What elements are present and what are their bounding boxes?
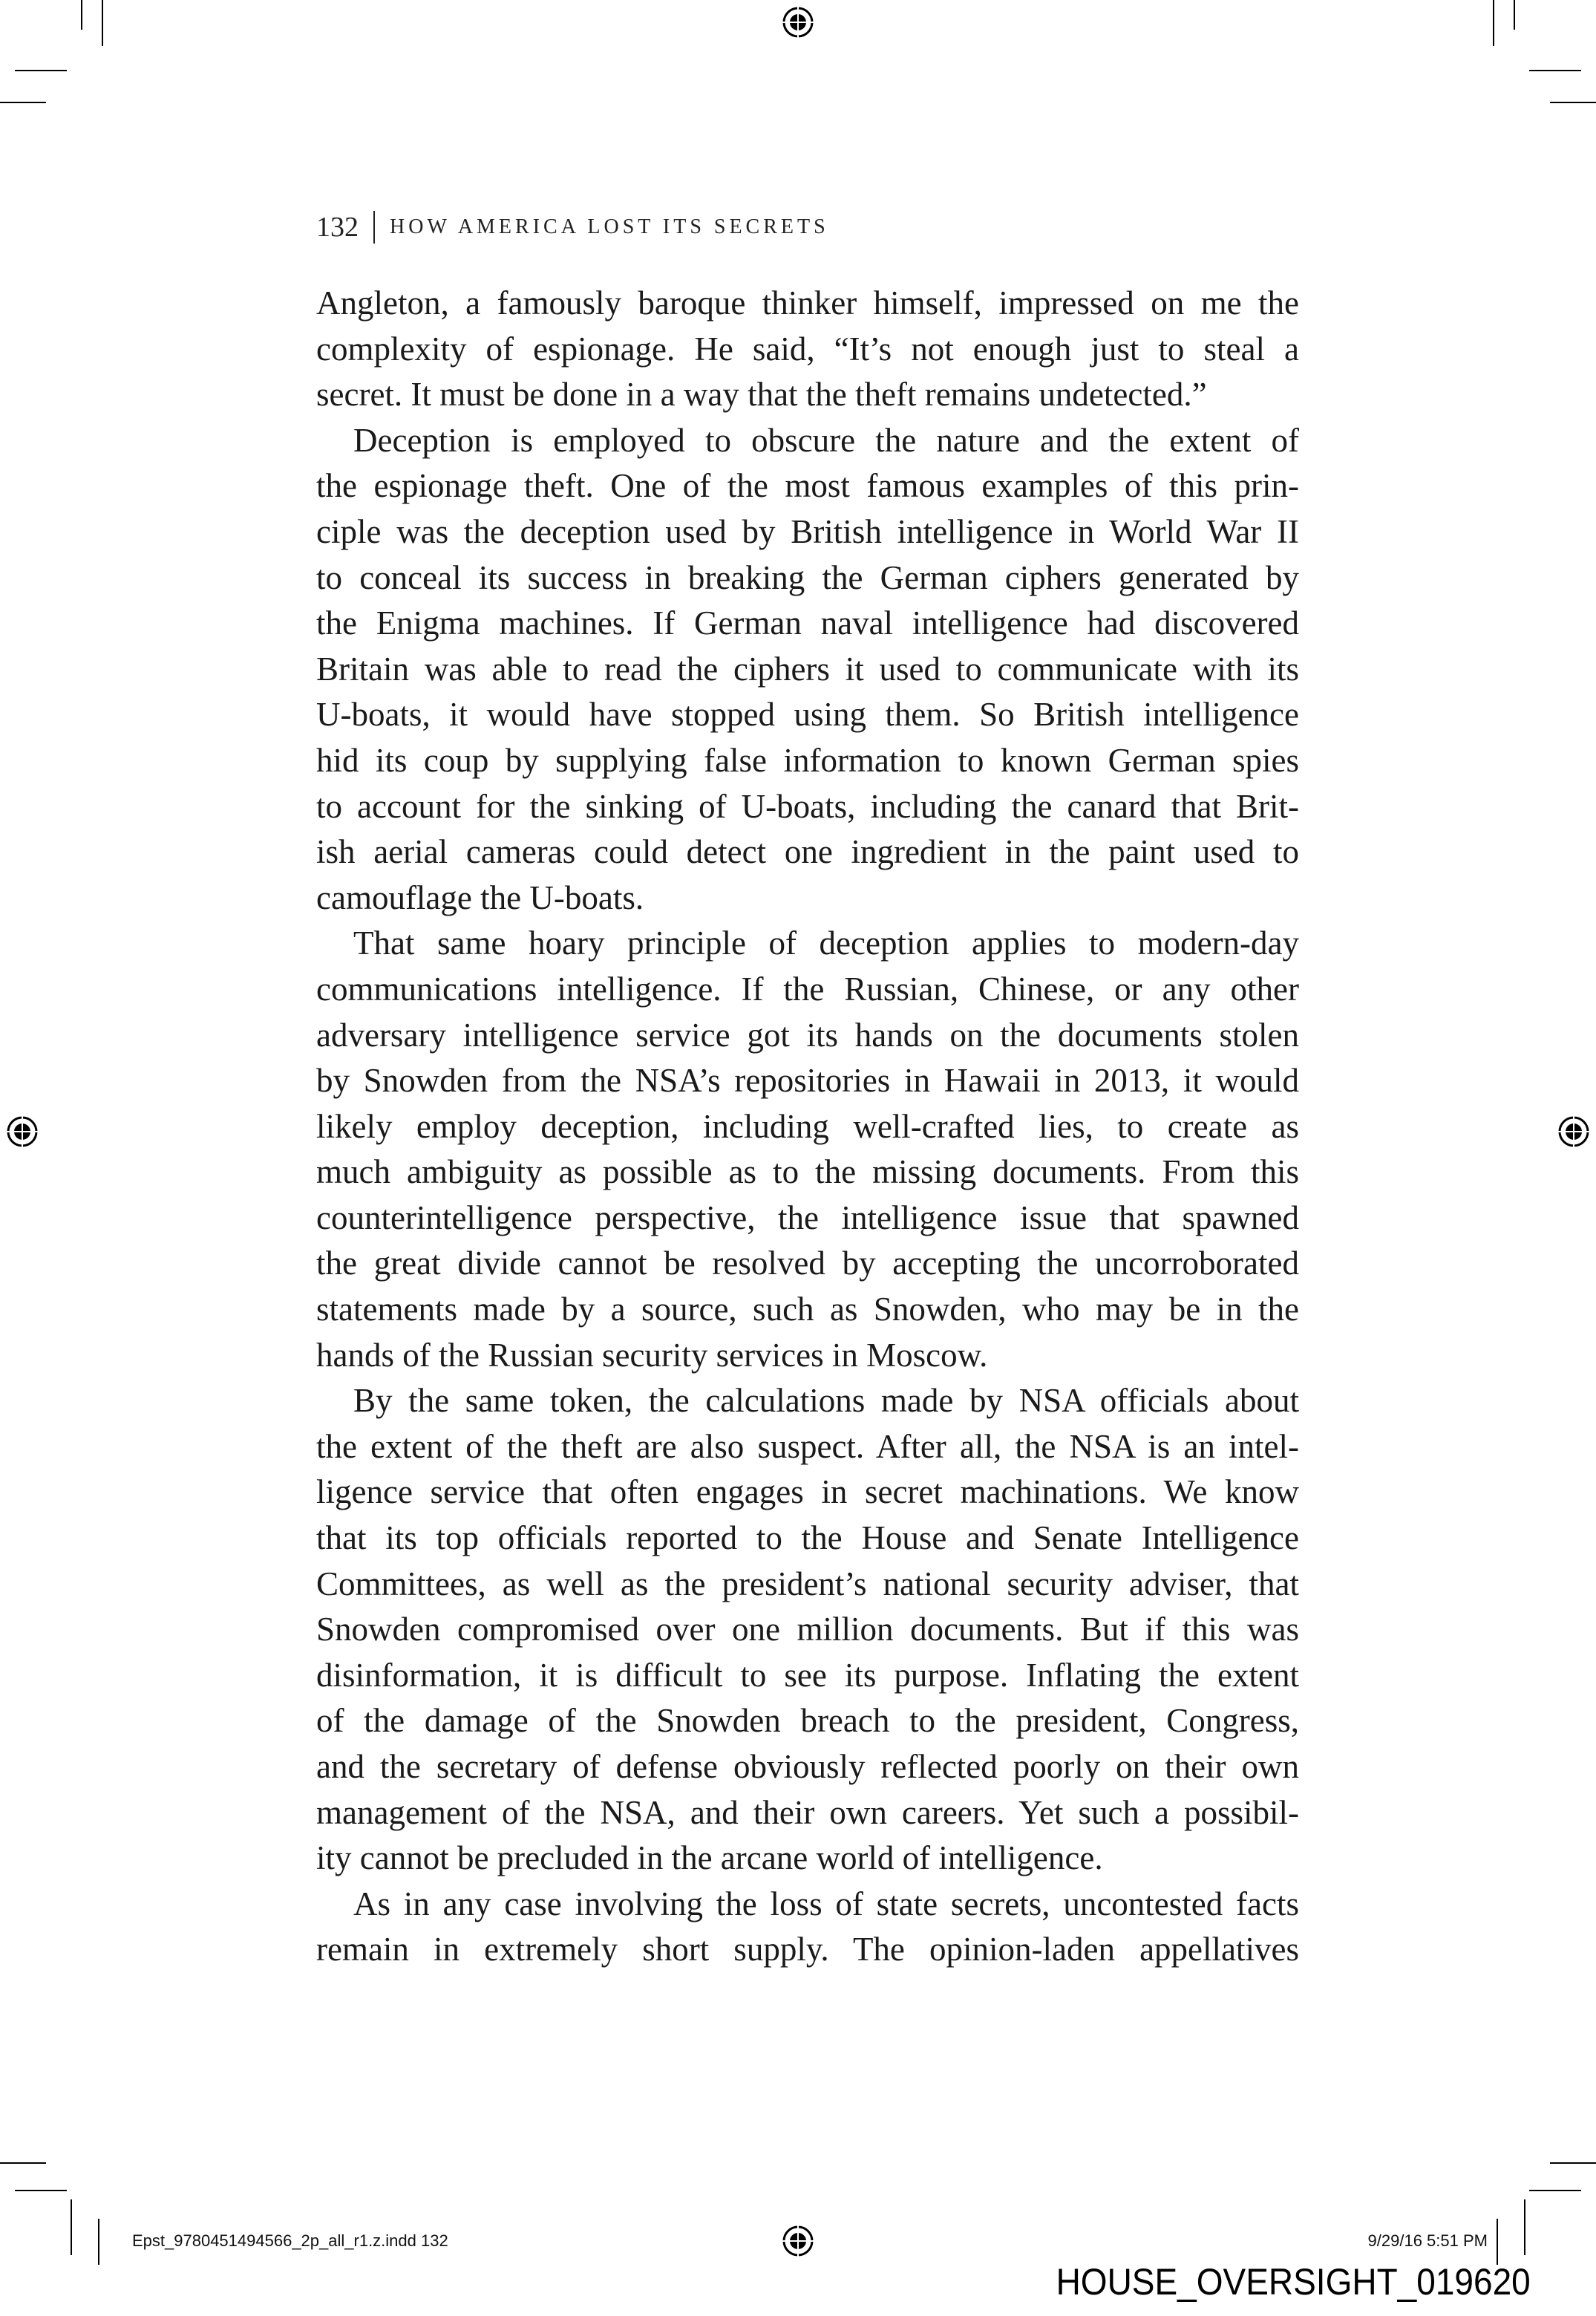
text-line: by Snowden from the NSA’s repositories in Hawaii in 2013, it would	[316, 1062, 1299, 1100]
text-line: of the damage of the Snowden breach to the president, Congress,	[316, 1702, 1299, 1740]
text-line: As in any case involving the loss of state secrets, uncontested facts	[353, 1885, 1299, 1922]
body-text	[316, 281, 1299, 1973]
text-line: likely employ deception, including well-crafted lies, to create as	[316, 1107, 1299, 1145]
slug-datetime: 9/29/16 5:51 PM	[1367, 2231, 1488, 2250]
registration-mark-icon	[5, 1115, 39, 1149]
text-line: and the secretary of defense obviously reflected poorly on their own	[316, 1748, 1299, 1785]
text-line: the espionage theft. One of the most famous examples of this prin-	[316, 467, 1299, 505]
running-header	[316, 211, 829, 244]
text-line: to account for the sinking of U-boats, including the canard that Brit-	[316, 787, 1299, 825]
text-line: much ambiguity as possible as to the missing documents. From this	[316, 1153, 1299, 1191]
text-line: management of the NSA, and their own careers. Yet such a possibil-	[316, 1793, 1299, 1831]
running-title: HOW AMERICA LOST ITS SECRETS	[390, 215, 829, 238]
slug-filename: Epst_9780451494566_2p_all_r1.z.indd 132	[132, 2231, 448, 2250]
text-line: that its top officials reported to the House and Senate Intelligence	[316, 1519, 1299, 1557]
text-line: remain in extremely short supply. The opinion-laden appellatives	[316, 1931, 1299, 1968]
page-number: 132	[316, 212, 359, 243]
registration-mark-icon	[781, 2224, 815, 2258]
bates-number: HOUSE_OVERSIGHT_019620	[1056, 2261, 1531, 2303]
text-line: the Enigma machines. If German naval intelligence had discovered	[316, 604, 1299, 642]
text-line: ish aerial cameras could detect one ingredient in the paint used to	[316, 833, 1299, 871]
text-line: hid its coup by supplying false information to known German spies	[316, 741, 1299, 779]
header-divider	[373, 211, 375, 244]
text-line: ligence service that often engages in secret machinations. We know	[316, 1473, 1299, 1511]
text-line: ciple was the deception used by British intelligence in World War II	[316, 512, 1299, 550]
text-line: communications intelligence. If the Russian, Chinese, or any other	[316, 970, 1299, 1008]
text-line: Committees, as well as the president’s national security adviser, that	[316, 1565, 1299, 1602]
text-line: hands of the Russian security services in Moscow.	[316, 1336, 988, 1374]
text-line: ity cannot be precluded in the arcane world of intelligence.	[316, 1839, 1103, 1877]
text-line: Angleton, a famously baroque thinker himself, impressed on me the	[316, 284, 1299, 322]
text-line: counterintelligence perspective, the intelligence issue that spawned	[316, 1198, 1299, 1236]
text-line: By the same token, the calculations made by NSA officials about	[353, 1382, 1299, 1420]
text-line: U-boats, it would have stopped using them. So British intelligence	[316, 696, 1299, 734]
text-line: adversary intelligence service got its hands on the documents stolen	[316, 1016, 1299, 1054]
registration-mark-icon	[781, 5, 815, 39]
text-line: That same hoary principle of deception applies to modern-day	[353, 924, 1299, 962]
text-line: the extent of the theft are also suspect. After all, the NSA is an intel-	[316, 1427, 1299, 1465]
text-line: disinformation, it is difficult to see its purpose. Inflating the extent	[316, 1656, 1299, 1694]
text-line: Britain was able to read the ciphers it used to communicate with its	[316, 650, 1299, 688]
text-line: Deception is employed to obscure the nature and the extent of	[353, 421, 1299, 459]
text-line: the great divide cannot be resolved by accepting the uncorroborated	[316, 1245, 1299, 1282]
text-line: secret. It must be done in a way that the theft remains undetected.”	[316, 376, 1207, 414]
text-line: complexity of espionage. He said, “It’s not enough just to steal a	[316, 330, 1299, 368]
registration-mark-icon	[1557, 1115, 1591, 1149]
text-line: Snowden compromised over one million documents. But if this was	[316, 1611, 1299, 1648]
text-line: to conceal its success in breaking the German ciphers generated by	[316, 558, 1299, 596]
text-line: statements made by a source, such as Snowden, who may be in the	[316, 1291, 1299, 1328]
text-line: camouflage the U-boats.	[316, 878, 644, 916]
